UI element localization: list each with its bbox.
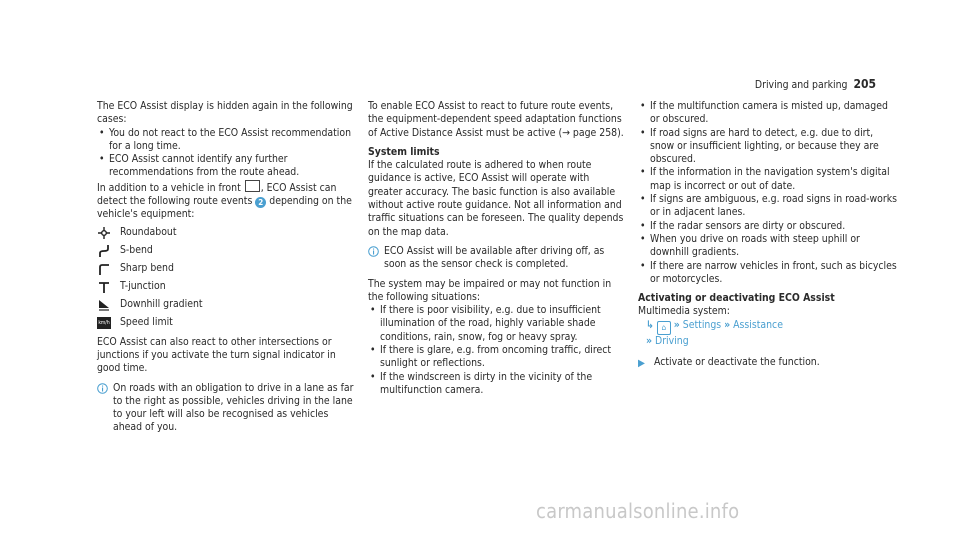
column-middle xyxy=(368,100,626,397)
list-item: • If there are narrow vehicles in front, such as bicycles or motorcycles. xyxy=(640,259,897,285)
action-arrow-icon: ▶ xyxy=(638,358,645,370)
callout-badge: 2 xyxy=(255,197,266,208)
route-event-row: km/h Speed limit xyxy=(98,316,173,329)
route-event-row: Sharp bend xyxy=(97,262,355,276)
activating-heading: Activating or deactivating ECO Assist xyxy=(638,292,835,305)
list-item: • If there is poor visibility, e.g. due to insufficient illumination of the road, highly variable shade conditions, rain, snow, fog or heavy spray. xyxy=(370,304,601,343)
t-junction-icon xyxy=(97,281,111,293)
intersections-paragraph: ECO Assist can also react to other intersections or junctions if you activate the turn signal indicator in good time. xyxy=(97,335,336,375)
s-bend-icon xyxy=(97,245,111,257)
vehicle-in-front-icon xyxy=(245,180,260,192)
system-limits-paragraph: If the calculated route is adhered to when route guidance is active, ECO Assist will operate with greater accuracy. The basic function is also available without active route guidance. Not all information and traffic situations can be foreseen. The quality depends on the map data. xyxy=(368,159,624,238)
system-limits-heading: System limits xyxy=(368,145,440,158)
list-item: • If road signs are hard to detect, e.g. due to dirt, snow or insufficient lighting, or because they are obscured. xyxy=(640,126,879,166)
info-icon xyxy=(368,246,379,257)
double-chevron-icon: » xyxy=(724,318,731,331)
list-item: • You do not react to the ECO Assist recommendation for a long time. xyxy=(99,126,352,152)
sharp-bend-icon xyxy=(97,263,111,275)
menu-path xyxy=(638,319,900,335)
route-event-row: Downhill gradient xyxy=(97,298,355,312)
speed-limit-icon: km/h xyxy=(97,317,111,329)
action-step: ▶ Activate or deactivate the function. xyxy=(638,356,820,370)
impaired-intro: The system may be impaired or may not function in the following situations: xyxy=(368,277,612,303)
multimedia-label: Multimedia system: xyxy=(638,305,730,318)
list-item: • If the windscreen is dirty in the vicinity of the multifunction camera. xyxy=(370,370,593,396)
info-icon xyxy=(97,383,108,394)
column-right xyxy=(638,100,900,369)
page-number: 205 xyxy=(853,77,876,91)
enter-arrow-icon: ↳ xyxy=(646,318,654,331)
roundabout-icon xyxy=(97,227,111,239)
route-event-row: Roundabout xyxy=(97,226,355,240)
enable-paragraph: To enable ECO Assist to react to future route events, the equipment-dependent speed adaptation functions of Active Distance Assist must be active (→ page 258). xyxy=(368,100,624,139)
route-event-row: T-junction xyxy=(97,280,355,294)
section-title: Driving and parking xyxy=(754,79,848,91)
list-item: • When you drive on roads with steep uphill or downhill gradients. xyxy=(640,232,860,259)
hidden-intro: The ECO Assist display is hidden again in the following cases: xyxy=(97,100,353,126)
menu-item-driving: Driving xyxy=(655,334,689,347)
note: ECO Assist will be available after driving off, as soon as the sensor check is completed. xyxy=(368,245,626,272)
double-chevron-icon: » xyxy=(673,318,680,331)
list-item: • If signs are ambiguous, e.g. road signs in road-works or in adjacent lanes. xyxy=(640,193,897,219)
hidden-cases-list xyxy=(97,127,355,180)
situations-list xyxy=(368,304,626,397)
home-icon: ⌂ xyxy=(657,321,671,335)
page-header xyxy=(755,78,876,92)
situations-list xyxy=(638,100,900,286)
list-item: • ECO Assist cannot identify any further recommendations from the route ahead. xyxy=(99,153,300,179)
list-item: • If the information in the navigation system's digital map is incorrect or out of date. xyxy=(640,166,890,192)
list-item: • If there is glare, e.g. from oncoming traffic, direct sunlight or reflections. xyxy=(370,344,612,370)
double-chevron-icon: » xyxy=(646,334,653,347)
list-item: • If the radar sensors are dirty or obscured. xyxy=(640,219,846,232)
downhill-gradient-icon xyxy=(97,299,111,311)
watermark: carmanualsonline.info xyxy=(536,499,740,523)
route-event-row: S-bend xyxy=(97,244,355,258)
addition-paragraph: In addition to a vehicle in front , ECO Assist can detect the following route events 2 depending on the vehicle's equipment: xyxy=(97,181,352,221)
menu-path-continued xyxy=(638,335,900,348)
menu-item-settings: Settings xyxy=(682,318,722,331)
menu-item-assistance: Assistance xyxy=(733,318,783,331)
note: On roads with an obligation to drive in a lane as far to the right as possible, vehicles driving in the lane to your left will also be recognised as vehicles ahead of you. xyxy=(97,382,355,435)
list-item: • If the multifunction camera is misted up, damaged or obscured. xyxy=(640,100,888,126)
column-left xyxy=(97,100,355,435)
